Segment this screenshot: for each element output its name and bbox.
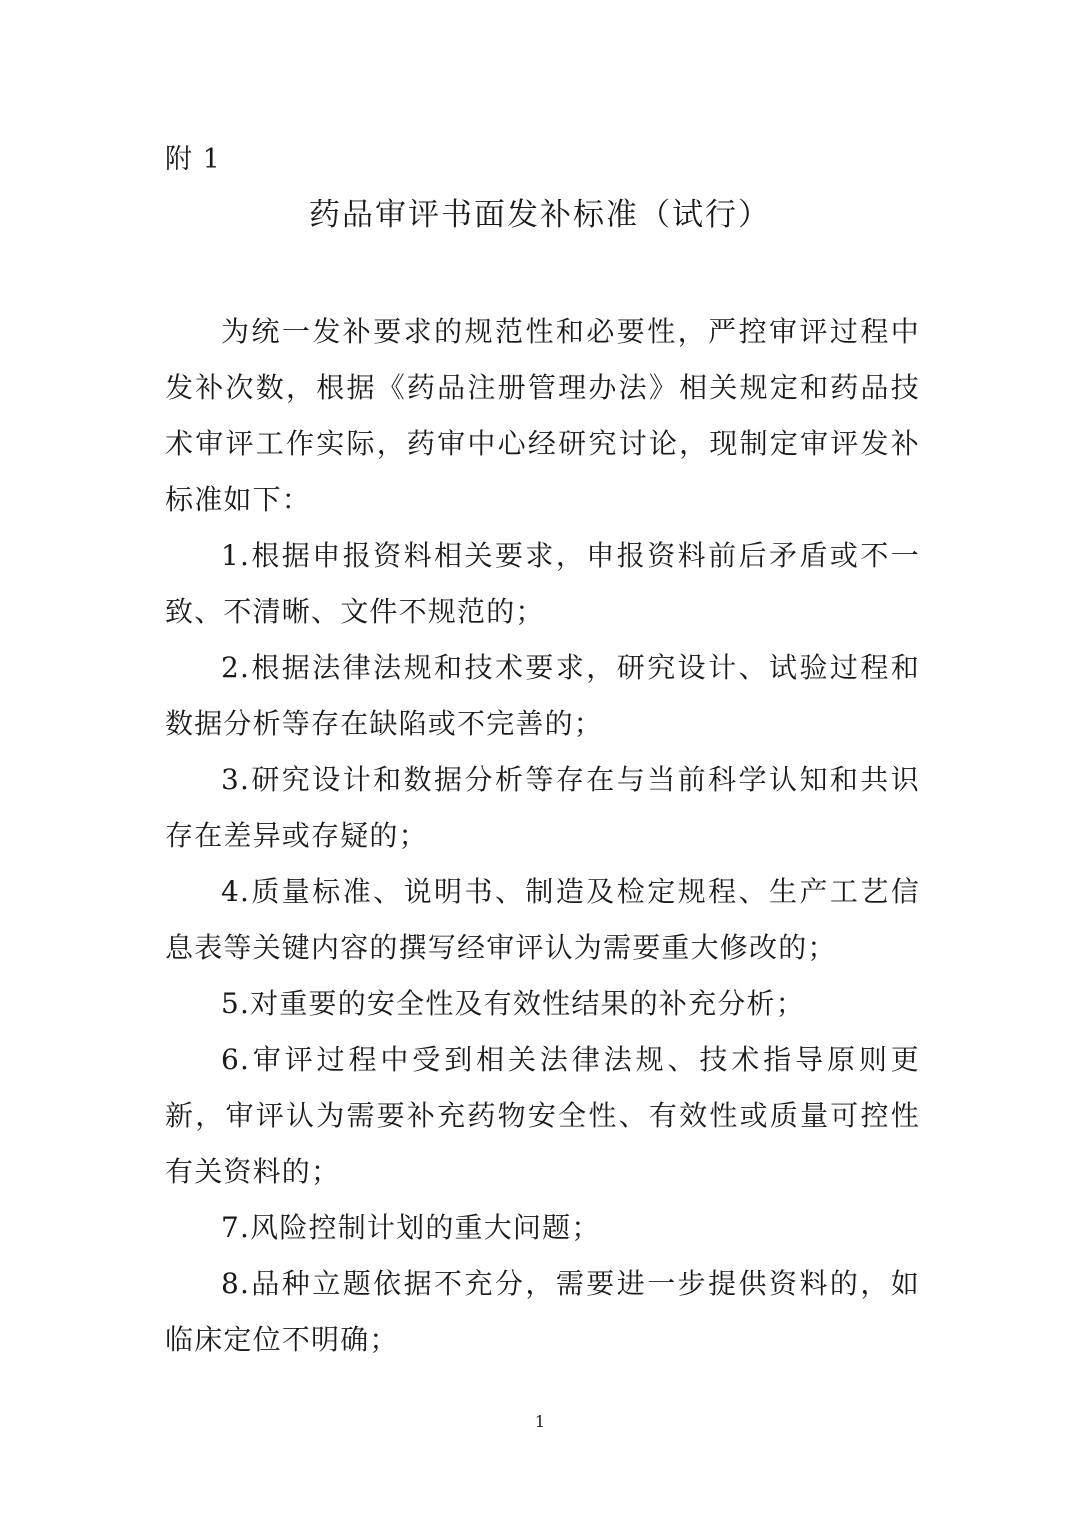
attachment-label: 附 1 [165,144,221,175]
document-title: 药品审评书面发补标准（试行） [309,197,771,233]
list-item: 6.审评过程中受到相关法律法规、技术指导原则更新，审评认为需要补充药物安全性、有效性或质量可控性有关资料的； [165,1043,920,1188]
list-item: 4.质量标准、说明书、制造及检定规程、生产工艺信息表等关键内容的撰写经审评认为需要重大修改的； [165,875,920,964]
page-number: 1 [534,1412,546,1431]
list-item: 3.研究设计和数据分析等存在与当前科学认知和共识存在差异或存疑的； [165,763,920,852]
list-item: 8.品种立题依据不充分，需要进一步提供资料的，如临床定位不明确； [165,1267,920,1356]
document-body [165,304,920,1368]
list-item: 2.根据法律法规和技术要求，研究设计、试验过程和数据分析等存在缺陷或不完善的； [165,651,920,740]
list-item: 7.风险控制计划的重大问题； [221,1211,601,1244]
intro-paragraph: 为统一发补要求的规范性和必要性，严控审评过程中发补次数，根据《药品注册管理办法》相关规定和药品技术审评工作实际，药审中心经研究讨论，现制定审评发补标准如下： [165,315,920,516]
list-item: 1.根据申报资料相关要求，申报资料前后矛盾或不一致、不清晰、文件不规范的； [165,539,920,628]
list-item: 5.对重要的安全性及有效性结果的补充分析； [221,987,805,1020]
